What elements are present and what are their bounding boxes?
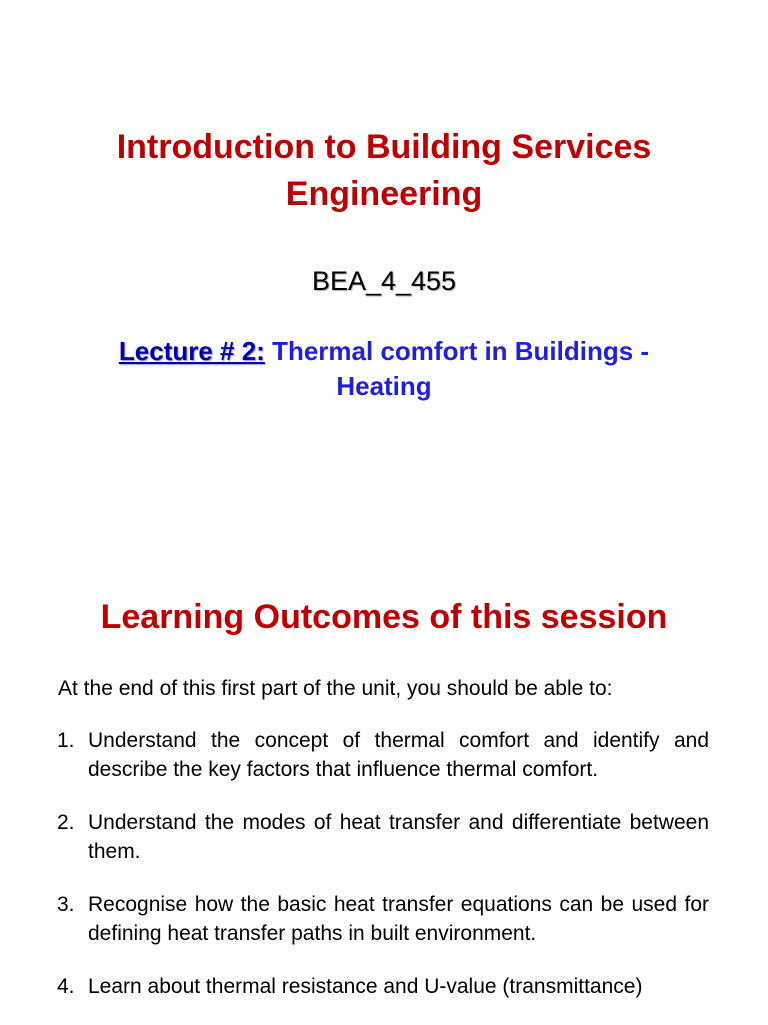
item-number: 1. <box>57 729 75 752</box>
lecture-heading <box>60 334 708 404</box>
item-text: Recognise how the basic heat transfer equations can be used for defining heat transfer paths in built environment. <box>88 893 709 945</box>
list-item <box>57 890 709 948</box>
outcomes-slide <box>0 560 768 1024</box>
course-code: BEA_4_455 <box>311 266 457 296</box>
lecture-title-part-1: Thermal comfort in Buildings - <box>272 336 650 366</box>
item-text: Learn about thermal resistance and U-value (transmittance) <box>88 975 643 998</box>
lecture-title-part-2: Heating <box>336 371 432 401</box>
list-item <box>57 972 709 1001</box>
lecture-label: Lecture # 2: <box>118 336 265 366</box>
item-text: Understand the modes of heat transfer and differentiate between them. <box>88 811 709 863</box>
item-number: 3. <box>57 893 75 916</box>
course-title-line-1: Introduction to Building Services <box>116 128 652 166</box>
item-text: Understand the concept of thermal comfort and identify and describe the key factors that influence thermal comfort. <box>88 729 709 781</box>
outcomes-list <box>57 726 709 1025</box>
course-title-line-2: Engineering <box>285 175 483 213</box>
list-item <box>57 808 709 866</box>
outcomes-intro: At the end of this first part of the unit, you should be able to: <box>58 677 613 700</box>
item-number: 2. <box>57 811 75 834</box>
course-title <box>0 124 768 218</box>
list-item <box>57 726 709 784</box>
outcomes-title: Learning Outcomes of this session <box>100 598 668 636</box>
item-number: 4. <box>57 975 75 998</box>
